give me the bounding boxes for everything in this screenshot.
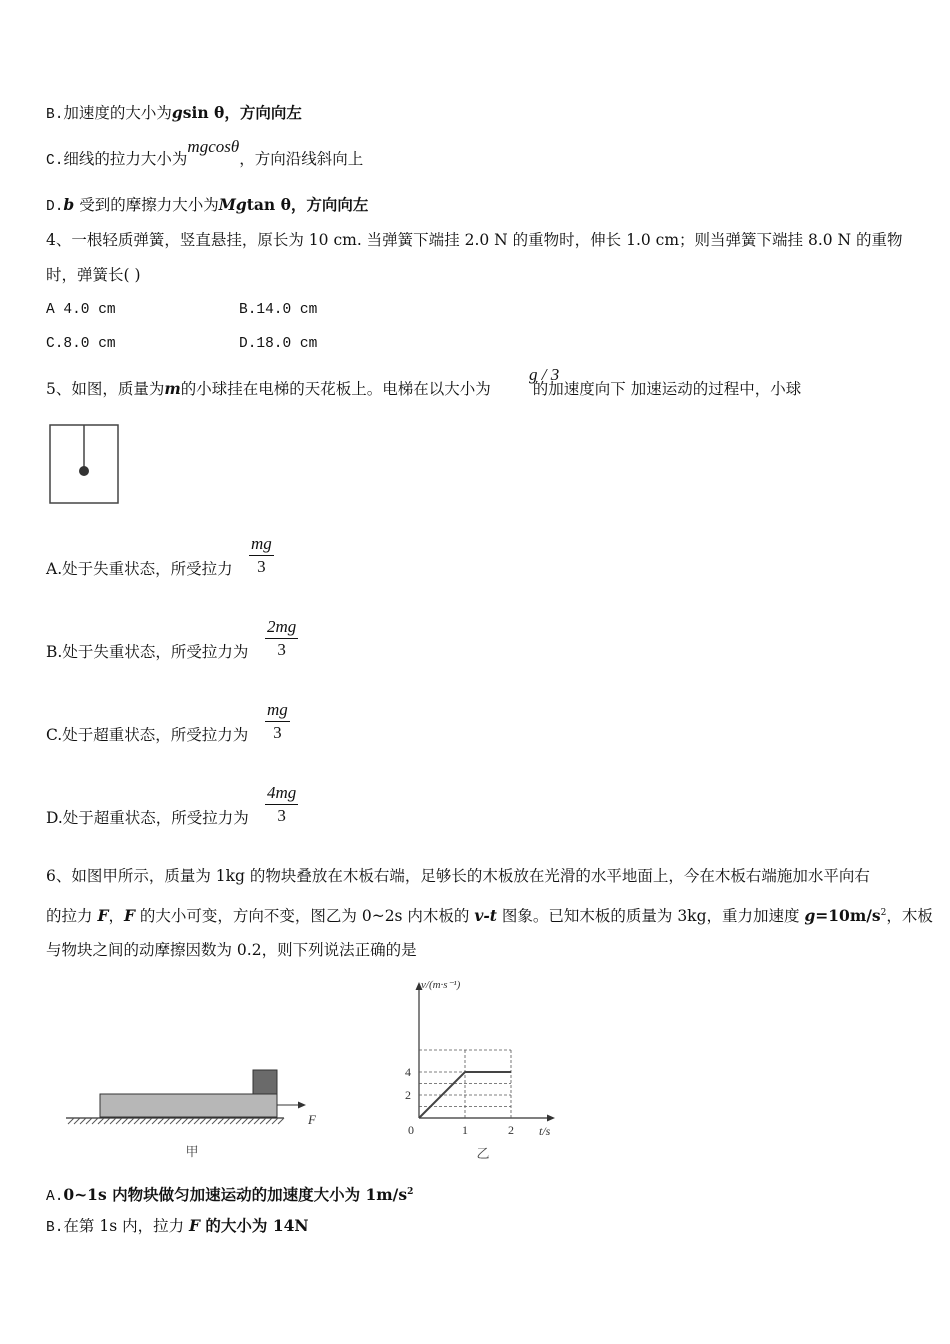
x-tick-label: 1 (462, 1123, 468, 1137)
q3-option-b: B.加速度的大小为gsin θ，方向向左 (46, 103, 302, 123)
figure-jia (62, 1064, 332, 1164)
q6-stem-line2: 的拉力 F，F 的大小可变，方向不变，图乙为 0~2s 内木板的 v-t 图象。已知木板的质量为 3kg，重力加速度 $g=10m/s^2$，木板 (46, 906, 933, 926)
block (253, 1070, 277, 1094)
vt-chart (395, 972, 575, 1167)
force-arrowhead (298, 1102, 306, 1109)
x-tick-label: 0 (408, 1123, 414, 1137)
q3-option-c: C.细线的拉力大小为mgcosθ，方向沿线斜向上 (46, 137, 364, 169)
q5-option-d-fraction: $\frac{4mg}{3}$ (267, 783, 297, 825)
ball (79, 466, 89, 476)
q3-option-d: D.b 受到的摩擦力大小为Mgtan θ，方向向左 (46, 195, 369, 215)
q5-option-a: A.处于失重状态，所受拉力 (46, 560, 233, 578)
q5-acceleration-expr: g / 3 (529, 365, 560, 384)
q4-option-c: C.8.0 cm (46, 336, 116, 352)
figure-yi-label: 乙 (476, 1146, 490, 1161)
q5-option-a-fraction: $\frac{mg}{3}$ (251, 534, 272, 576)
q5-option-b: B.处于失重状态，所受拉力为 (46, 643, 249, 661)
x-tick-label: 2 (508, 1123, 514, 1137)
q6-option-a: A.0~1s 内物块做匀加速运动的加速度大小为 $1m/s^2$ (46, 1185, 414, 1206)
q4-stem-line2: 时，弹簧长( ) (46, 266, 141, 284)
q5-stem: 5、如图，质量为m的小球挂在电梯的天花板上。电梯在以大小为 的加速度向下 加速运动的过程中，小球 (46, 379, 802, 398)
q6-stem-line1: 6、如图甲所示，质量为 1kg 的物块叠放在木板右端，足够长的木板放在光滑的水平地面上，今在木板右端施加水平向右 (46, 867, 870, 885)
q4-stem-line1: 4、一根轻质弹簧，竖直悬挂，原长为 10 cm. 当弹簧下端挂 2.0 N 的重物时，伸长 1.0 cm；则当弹簧下端挂 8.0 N 的重物 (46, 231, 903, 249)
x-axis-arrow (547, 1115, 555, 1122)
y-tick-label: 4 (405, 1065, 411, 1079)
q5-option-c-fraction: $\frac{mg}{3}$ (267, 700, 288, 742)
elevator-figure (48, 423, 122, 507)
q4-option-d: D.18.0 cm (239, 336, 318, 352)
figure-jia-label: 甲 (185, 1144, 199, 1159)
board (100, 1094, 277, 1117)
x-axis-label: t/s (539, 1124, 551, 1138)
q5-option-c: C.处于超重状态，所受拉力为 (46, 726, 249, 744)
ground-hatch (68, 1118, 284, 1124)
q5-option-b-fraction: $\frac{2mg}{3}$ (267, 617, 297, 659)
q6-stem-line3: 与物块之间的动摩擦因数为 0.2，则下列说法正确的是 (46, 941, 417, 959)
y-tick-label: 2 (405, 1088, 411, 1102)
q4-option-b: B.14.0 cm (239, 302, 318, 318)
q4-option-a: A 4.0 cm (46, 302, 116, 318)
force-label: F (308, 1112, 316, 1127)
y-axis-label: v/(m·s⁻¹) (421, 979, 461, 991)
q5-option-d: D.处于超重状态，所受拉力为 (46, 809, 249, 827)
q6-option-b: B.在第 1s 内，拉力 F 的大小为 14N (46, 1216, 309, 1236)
